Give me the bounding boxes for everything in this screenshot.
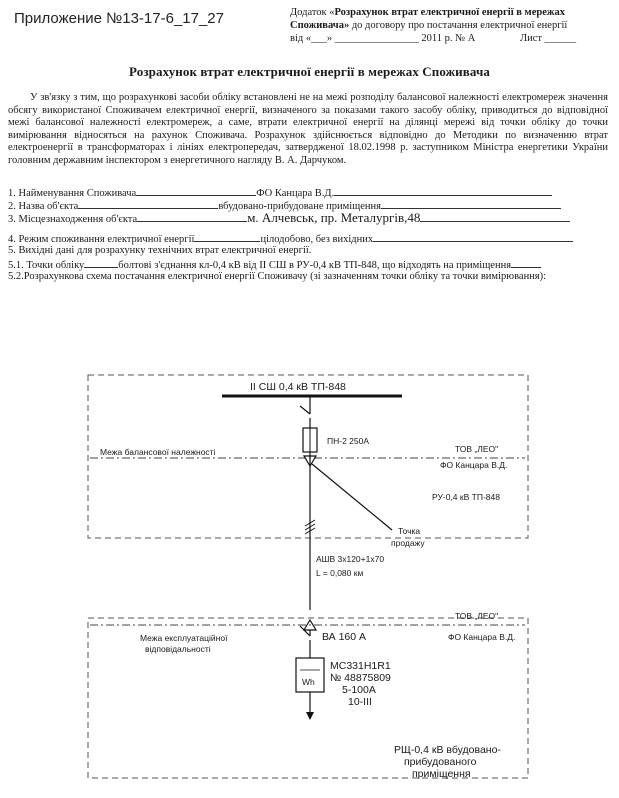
meter-number: № 48875809 <box>330 672 391 684</box>
point-of-sale-label-1: Точка <box>398 526 421 536</box>
meter-model: МС331Н1R1 <box>330 660 391 672</box>
point-of-sale-label-2: продажу <box>391 538 425 548</box>
header-line-1: Додаток «Розрахунок втрат електричної енергії в мережах <box>290 7 565 18</box>
item-location: 3. Місцезнаходження об'єкта м. Алчевськ, пр. Металургів,48 <box>8 212 608 226</box>
item-consumer: 1. Найменування Споживача ФО Канцара В.Д. <box>8 186 608 200</box>
supply-scheme-diagram <box>0 340 619 798</box>
responsibility-label-1: Межа експлуатаційної <box>140 633 228 643</box>
outgoing-arrow <box>306 712 314 720</box>
meter-wh: Wh <box>302 677 315 687</box>
point-of-sale-pointer <box>312 464 392 530</box>
item-metering-points: 5.1. Точки обліку болтові з'єднання кл-0,4 кВ від II СШ в РУ-0,4 кВ ТП-848, що відходять на приміщення <box>8 258 608 272</box>
meter-current: 5-100А <box>342 684 376 696</box>
breaker-label: ВА 160 А <box>322 631 367 643</box>
owner-fo-2: ФО Канцара В.Д. <box>448 632 516 642</box>
appendix-label: Приложение №13-17-6_17_27 <box>14 10 224 27</box>
disconnector <box>300 406 310 414</box>
cable-label: АШВ 3х120+1х70 <box>316 554 385 564</box>
panel-label-3: приміщення <box>412 768 471 780</box>
owner-fo-1: ФО Канцара В.Д. <box>440 460 508 470</box>
owner-leo-2: ТОВ „ЛЕО" <box>455 611 499 621</box>
item-object-name: 2. Назва об'єкта вбудовано-прибудоване приміщення <box>8 199 608 213</box>
owner-leo-1: ТОВ „ЛЕО" <box>455 444 499 454</box>
page-title: Розрахунок втрат електричної енергії в мережах Споживача <box>129 64 490 79</box>
item-mode: 4. Режим споживання електричної енергії цілодобово, без вихідних <box>8 232 608 246</box>
header-line-3: від «___» ________________ 2011 р. № А <box>290 33 476 44</box>
ru-label: РУ-0,4 кВ ТП-848 <box>432 492 500 502</box>
balance-boundary-label: Межа балансової належності <box>100 447 216 457</box>
header-sheet: Лист ______ <box>520 33 577 44</box>
intro-paragraph: У зв'язку з тим, що розрахункові засоби обліку встановлені не на межі розподілу балансової належності електромереж значення обсягу використаної Споживачем електричної енергії, визначеного за показами такого засобу обліку, приводиться до відповідної межі балансової належності електромереж, а саме, втрати електричної енергії на ділянці мережі від точки обліку до точки вимірювання відносяться на рахунок Споживача. Розрахунок здійснюється відповідно до Методики по визначенню втрат електроенергії в трансформаторах і лініях електропередач, затвердженої 18.02.1998 р. заступником Міністра енергетики України головним державним інспектором з енергетичного нагляду В. А. Дарчуком. <box>8 92 608 166</box>
meter-class: 10-III <box>348 696 372 708</box>
header-line-2: Споживача» до договору про постачання електричної енергії <box>290 20 568 31</box>
item-scheme: 5.2.Розрахункова схема постачання електричної енергії Споживачу (зі зазначенням точки обліку та точки вимірювання): <box>8 271 547 282</box>
panel-label-2: прибудованого <box>404 756 477 768</box>
item-initial-data: 5. Вихідні дані для розрахунку технічних втрат електричної енергії. <box>8 245 312 256</box>
panel-label-1: РЩ-0,4 кВ вбудовано- <box>394 744 501 756</box>
responsibility-label-2: відповідальності <box>145 644 211 654</box>
bus-label: II СШ 0,4 кВ ТП-848 <box>250 381 346 393</box>
cable-length-label: L = 0,080 км <box>316 568 364 578</box>
fuse-label: ПН-2 250А <box>327 436 370 446</box>
